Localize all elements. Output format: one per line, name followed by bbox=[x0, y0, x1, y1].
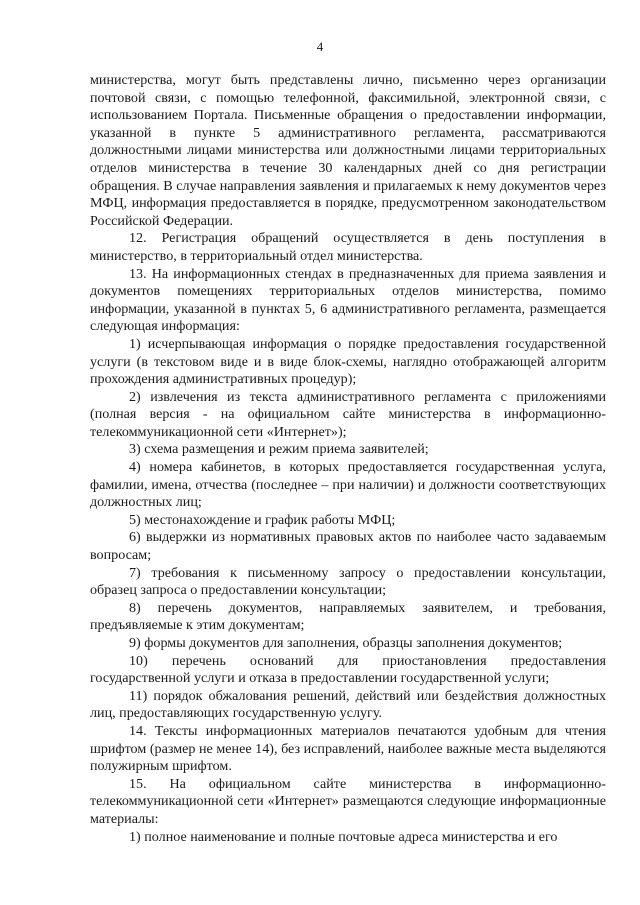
paragraph-item-13-7: 7) требования к письменному запросу о предоставлении консультации, образец запроса о предоставлении консультации; bbox=[90, 564, 606, 599]
paragraph-item-13: 13. На информационных стендах в предназначенных для приема заявления и документов помещениях территориальных отделов министерства, помимо информации, указанной в пунктах 5, 6 административного регламента, размещается следующая информация: bbox=[90, 265, 606, 335]
paragraph-item-14: 14. Тексты информационных материалов печатаются удобным для чтения шрифтом (размер не менее 14), без исправлений, наиболее важные места выделяются полужирным шрифтом. bbox=[90, 722, 606, 775]
paragraph-item-13-2: 2) извлечения из текста административного регламента с приложениями (полная версия - на официальном сайте министерства в информационно-телекоммуникационной сети «Интернет»); bbox=[90, 388, 606, 440]
paragraph-item-13-3: 3) схема размещения и режим приема заявителей; bbox=[129, 441, 429, 458]
paragraph-continuation: министерства, могут быть представлены лично, письменно через организации почтовой связи, с помощью телефонной, факсимильной, электронной связи, с использованием Портала. Письменные обращения о предоставлении информации, указанной в пункте 5 административного регламента, рассматриваются должностными лицами министерства или должностными лицами территориальных отделов министерства в течение 30 календарных дней со дня регистрации обращения. В случае направления заявления и прилагаемых к нему документов через МФЦ, информация предоставляется в порядке, предусмотренном законодательством Российской Федерации. bbox=[90, 72, 606, 229]
paragraph-item-15-1: 1) полное наименование и полные почтовые адреса министерства и его bbox=[129, 828, 558, 845]
page-number: 4 bbox=[316, 39, 324, 54]
paragraph-item-13-5: 5) местонахождение и график работы МФЦ; bbox=[129, 511, 396, 528]
paragraph-item-15: 15. На официальном сайте министерства в информационно-телекоммуникационной сети «Интернет» размещаются следующие информационные материалы: bbox=[90, 775, 606, 827]
paragraph-item-13-6: 6) выдержки из нормативных правовых актов по наиболее часто задаваемым вопросам; bbox=[90, 529, 606, 564]
paragraph-item-13-8: 8) перечень документов, направляемых заявителем, и требования, предъявляемые к этим документам; bbox=[90, 599, 606, 634]
paragraph-item-13-1: 1) исчерпывающая информация о порядке предоставления государственной услуги (в текстовом виде и в виде блок-схемы, наглядно отображающей алгоритм прохождения административных процедур); bbox=[90, 335, 606, 388]
paragraph-item-13-10: 10) перечень оснований для приостановления предоставления государственной услуги и отказа в предоставлении государственной услуги; bbox=[90, 652, 606, 687]
paragraph-item-13-9: 9) формы документов для заполнения, образцы заполнения документов; bbox=[129, 635, 563, 651]
document-body bbox=[90, 72, 606, 846]
paragraph-item-12: 12. Регистрация обращений осуществляется в день поступления в министерство, в территориальный отдел министерства. bbox=[90, 230, 606, 264]
paragraph-item-13-11: 11) порядок обжалования решений, действий или бездействия должностных лиц, предоставляющих государственную услугу. bbox=[90, 687, 606, 722]
paragraph-item-13-4: 4) номера кабинетов, в которых предоставляется государственная услуга, фамилии, имена, отчества (последнее – при наличии) и должности соответствующих должностных лиц; bbox=[90, 459, 606, 511]
